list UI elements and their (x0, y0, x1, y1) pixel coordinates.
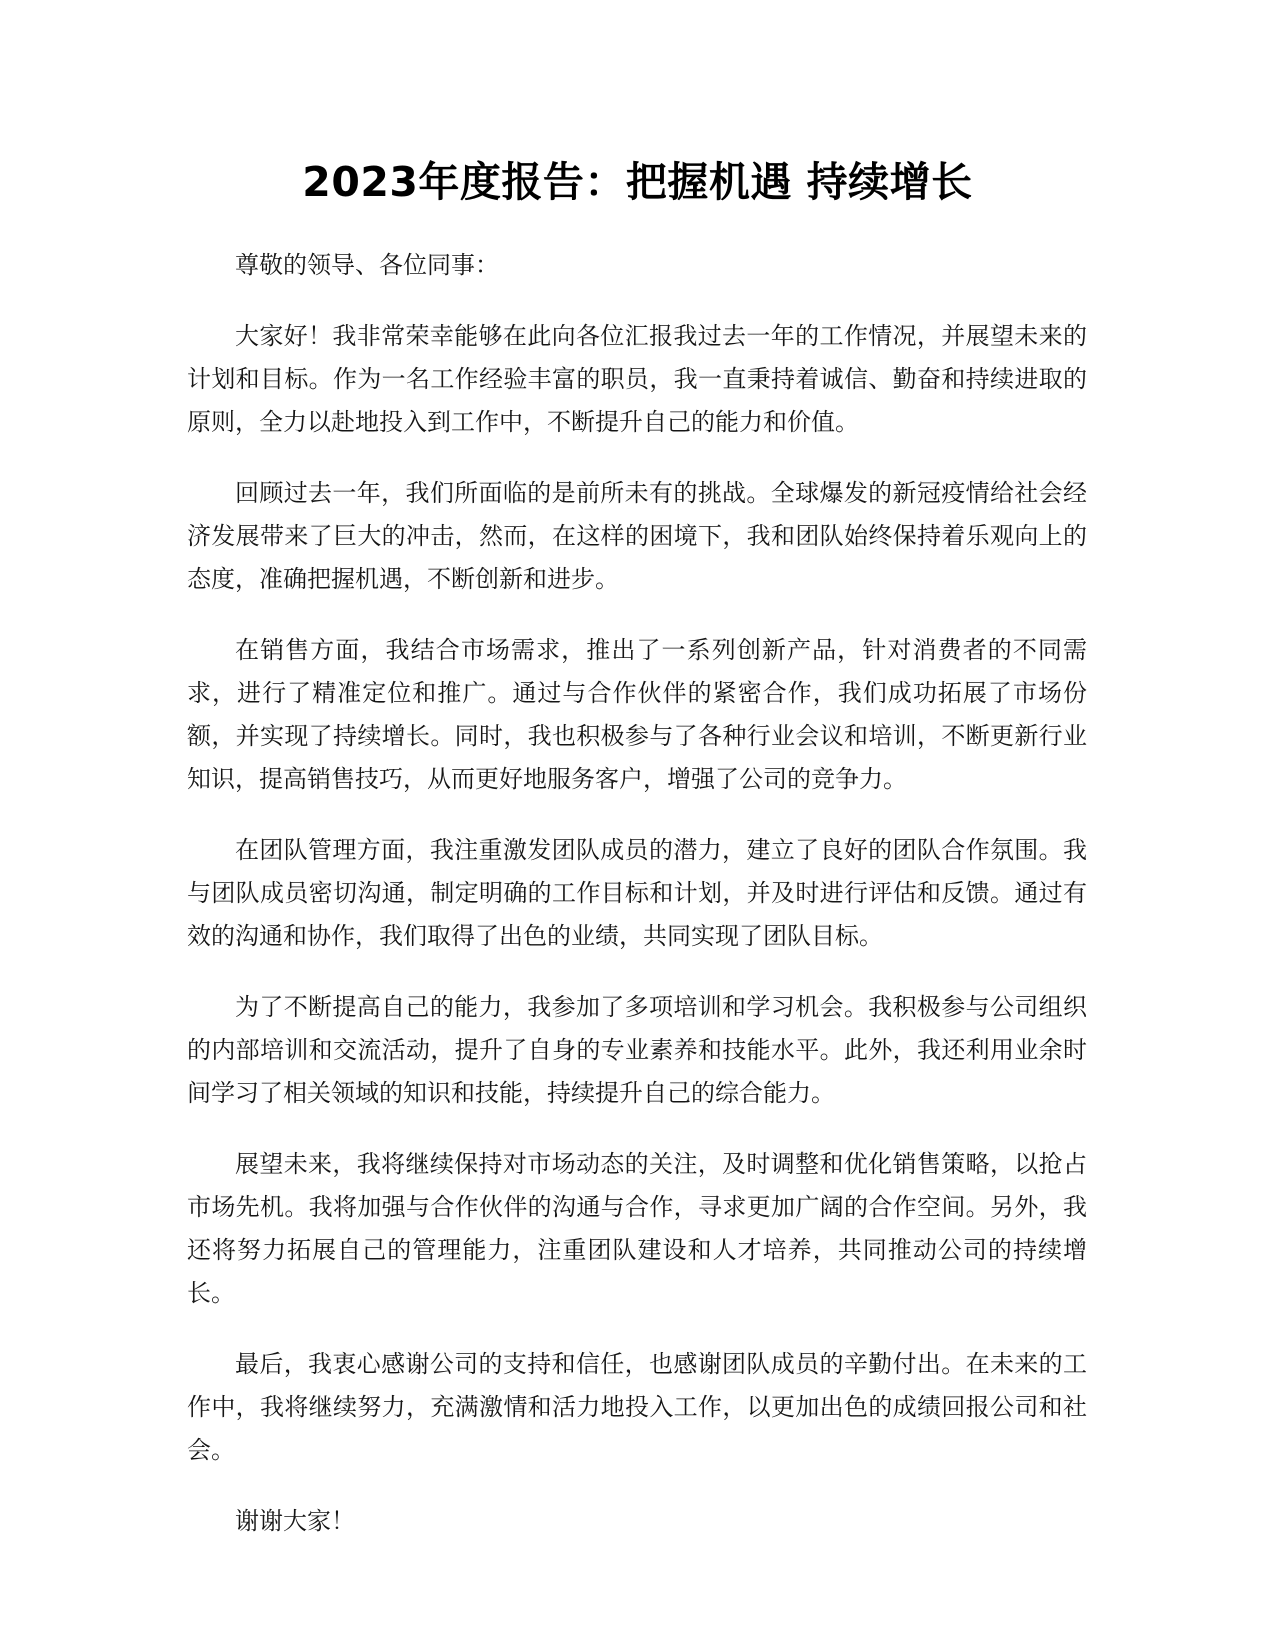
salutation-paragraph: 尊敬的领导、各位同事： (235, 251, 499, 279)
team-management-paragraph: 在团队管理方面，我注重激发团队成员的潜力，建立了良好的团队合作氛围。我与团队成员密切沟通，制定明确的工作目标和计划，并及时进行评估和反馈。通过有效的沟通和协作，我们取得了出色的业绩，共同实现了团队目标。 (187, 836, 1087, 950)
document-title: 2023年度报告：把握机遇 持续增长 (302, 158, 973, 206)
closing-paragraph: 谢谢大家！ (235, 1507, 355, 1535)
review-paragraph: 回顾过去一年，我们所面临的是前所未有的挑战。全球爆发的新冠疫情给社会经济发展带来了巨大的冲击，然而，在这样的困境下，我和团队始终保持着乐观向上的态度，准确把握机遇，不断创新和进步。 (187, 479, 1087, 593)
thanks-paragraph: 最后，我衷心感谢公司的支持和信任，也感谢团队成员的辛勤付出。在未来的工作中，我将继续努力，充满激情和活力地投入工作，以更加出色的成绩回报公司和社会。 (187, 1350, 1087, 1464)
sales-paragraph: 在销售方面，我结合市场需求，推出了一系列创新产品，针对消费者的不同需求，进行了精准定位和推广。通过与合作伙伴的紧密合作，我们成功拓展了市场份额，并实现了持续增长。同时，我也积极参与了各种行业会议和培训，不断更新行业知识，提高销售技巧，从而更好地服务客户，增强了公司的竞争力。 (187, 636, 1087, 793)
outlook-paragraph: 展望未来，我将继续保持对市场动态的关注，及时调整和优化销售策略，以抢占市场先机。我将加强与合作伙伴的沟通与合作，寻求更加广阔的合作空间。另外，我还将努力拓展自己的管理能力，注重团队建设和人才培养，共同推动公司的持续增长。 (187, 1150, 1087, 1307)
document-body (187, 244, 1087, 1571)
training-paragraph: 为了不断提高自己的能力，我参加了多项培训和学习机会。我积极参与公司组织的内部培训和交流活动，提升了自身的专业素养和技能水平。此外，我还利用业余时间学习了相关领域的知识和技能，持续提升自己的综合能力。 (187, 993, 1087, 1107)
greeting-paragraph: 大家好！我非常荣幸能够在此向各位汇报我过去一年的工作情况，并展望未来的计划和目标。作为一名工作经验丰富的职员，我一直秉持着诚信、勤奋和持续进取的原则，全力以赴地投入到工作中，不断提升自己的能力和价值。 (187, 322, 1087, 436)
